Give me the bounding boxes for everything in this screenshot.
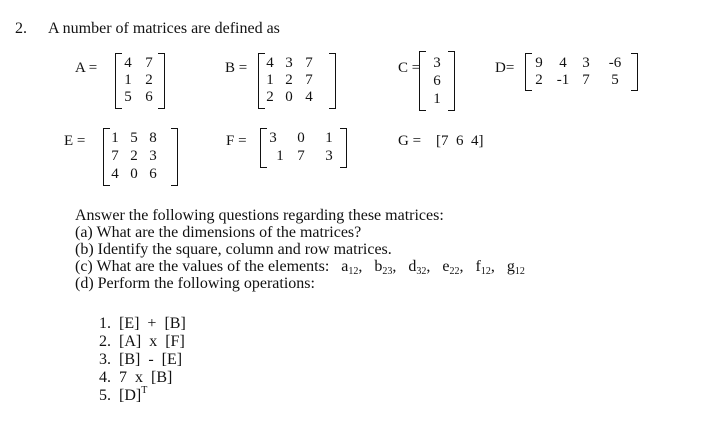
matrix-e-label: E =: [64, 133, 86, 149]
matrix-row: [103, 166, 178, 183]
transpose-superscript: T: [141, 385, 148, 396]
matrix-row: [525, 55, 638, 72]
matrix-cell: 7: [305, 72, 313, 88]
matrix-cell: 5: [130, 130, 138, 146]
matrix-row: [115, 72, 165, 89]
matrix-d: [525, 52, 638, 92]
matrix-cell: 4: [266, 55, 274, 71]
matrix-a-label: A =: [75, 60, 98, 76]
question-a: (a) What are the dimensions of the matrices?: [75, 224, 362, 241]
matrix-a: [115, 52, 165, 110]
element-letter: f: [475, 258, 481, 275]
matrix-cell: 4: [305, 89, 313, 105]
question-d: (d) Perform the following operations:: [75, 275, 315, 292]
matrix-cell: 1: [276, 148, 284, 164]
element-letter: b: [374, 258, 383, 275]
questions-intro: Answer the following questions regarding these matrices:: [75, 207, 444, 224]
matrix-row: [103, 130, 178, 147]
matrix-cell: 8: [149, 130, 157, 146]
matrix-cell: 4: [559, 55, 567, 71]
matrix-row: [258, 72, 336, 89]
problem-number: 2.: [15, 20, 27, 37]
element-separator: ,: [358, 258, 363, 275]
element-letter: e: [442, 258, 450, 275]
matrix-cell: 2: [285, 72, 293, 88]
operation-item: [99, 351, 182, 369]
matrix-f: [260, 127, 347, 169]
matrix-g: [7 6 4]: [436, 133, 484, 149]
matrix-cell: 5: [124, 89, 132, 105]
operation-number: 1.: [99, 315, 111, 332]
operation-text: [E] + [B]: [119, 315, 186, 332]
operation-number: 3.: [99, 351, 111, 368]
element-subscript: 12: [480, 266, 491, 277]
element-ref: [408, 258, 430, 275]
matrix-cell: 1: [433, 91, 441, 107]
element-subscript: 22: [449, 266, 460, 277]
element-ref: [507, 258, 525, 275]
matrix-cell: -6: [608, 55, 622, 71]
element-subscript: 12: [514, 266, 525, 277]
element-letter: g: [506, 258, 515, 275]
matrix-cell: 4: [124, 55, 132, 71]
element-separator: ,: [392, 258, 397, 275]
operation-item: [99, 315, 186, 333]
matrix-cell: 0: [297, 130, 305, 146]
matrix-cell: 0: [130, 166, 138, 182]
matrix-cell: 2: [266, 89, 274, 105]
matrix-b: [258, 52, 336, 110]
matrix-cell: 7: [297, 148, 305, 164]
matrix-cell: 7: [145, 55, 153, 71]
matrix-cell: 1: [325, 130, 333, 146]
operation-text: [B] - [E]: [119, 351, 183, 368]
matrix-b-label: B =: [225, 60, 248, 76]
operation-number: 4.: [99, 369, 111, 386]
matrix-row: [260, 148, 347, 165]
matrix-cell: 5: [611, 72, 619, 88]
matrix-row: [260, 130, 347, 147]
question-c-prefix: (c) What are the values of the elements:: [75, 258, 330, 275]
problem-statement: A number of matrices are defined as: [48, 20, 280, 37]
element-ref: [374, 258, 396, 275]
matrix-cell: 2: [535, 72, 543, 88]
operation-text: [D]: [119, 387, 142, 404]
matrix-c-label: C =: [398, 60, 421, 76]
operation-text: 7 x [B]: [119, 369, 173, 386]
matrix-row: [258, 55, 336, 72]
element-letter: a: [341, 258, 349, 275]
element-separator: ,: [490, 258, 495, 275]
element-ref: [341, 258, 362, 275]
matrix-cell: 3: [582, 55, 590, 71]
matrix-c: [419, 50, 455, 112]
matrix-cell: 3: [325, 148, 333, 164]
element-separator: ,: [459, 258, 464, 275]
matrix-g-label: G =: [398, 133, 422, 149]
matrix-row: [419, 55, 455, 72]
matrix-cell: 7: [305, 55, 313, 71]
matrix-cell: 6: [149, 166, 157, 182]
matrix-cell: 9: [535, 55, 543, 71]
matrix-cell: 2: [145, 72, 153, 88]
matrix-cell: 0: [285, 89, 293, 105]
matrix-cell: -1: [556, 72, 570, 88]
operation-item: [99, 369, 172, 387]
matrix-f-label: F =: [226, 133, 247, 149]
element-subscript: 32: [416, 266, 427, 277]
matrix-e: [103, 127, 178, 187]
matrix-row: [525, 72, 638, 89]
matrix-cell: 4: [111, 166, 119, 182]
matrix-d-label: D=: [495, 60, 515, 76]
matrix-cell: 6: [433, 73, 441, 89]
operation-item: [99, 387, 147, 407]
operation-item: [99, 333, 185, 351]
matrix-cell: 1: [111, 130, 119, 146]
element-letter: d: [408, 258, 417, 275]
operation-text: [A] x [F]: [119, 333, 185, 350]
matrix-cell: 3: [285, 55, 293, 71]
operation-number: 2.: [99, 333, 111, 350]
element-ref: [442, 258, 463, 275]
operation-number: 5.: [99, 387, 111, 404]
matrix-row: [258, 89, 336, 106]
element-ref: [475, 258, 494, 275]
matrix-cell: 3: [149, 148, 157, 164]
matrix-row: [115, 89, 165, 106]
matrix-row: [419, 91, 455, 108]
matrix-row: [419, 73, 455, 90]
matrix-cell: 3: [433, 55, 441, 71]
matrix-cell: 3: [269, 130, 277, 146]
matrix-row: [115, 55, 165, 72]
matrix-cell: 1: [124, 72, 132, 88]
matrix-cell: 7: [111, 148, 119, 164]
element-subscript: 23: [382, 266, 393, 277]
matrix-cell: 2: [130, 148, 138, 164]
matrix-row: [103, 148, 178, 165]
question-b: (b) Identify the square, column and row matrices.: [75, 241, 392, 258]
matrix-cell: 6: [145, 89, 153, 105]
matrix-cell: 7: [582, 72, 590, 88]
element-subscript: 12: [348, 266, 359, 277]
matrix-cell: 1: [266, 72, 274, 88]
element-separator: ,: [426, 258, 431, 275]
